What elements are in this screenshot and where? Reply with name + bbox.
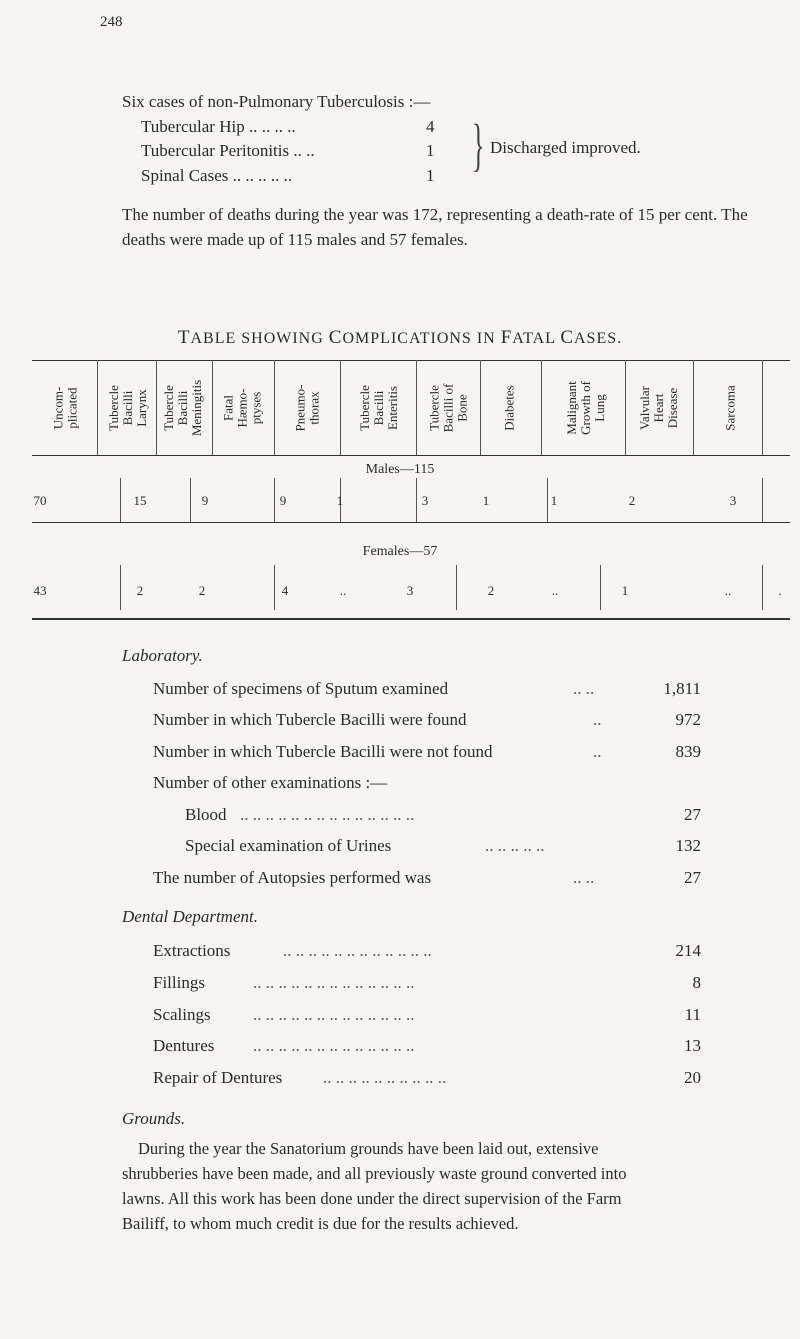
lab-other-row: Blood .. .. .. .. .. .. .. .. .. .. .. .. .. .. 27 — [185, 805, 701, 824]
dental-heading: Dental Department. — [122, 907, 258, 926]
case-row — [141, 166, 446, 186]
males-cell: 1 — [482, 493, 490, 508]
lab-row: Number in which Tubercle Bacilli were not found .. 839 — [153, 742, 701, 761]
males-cell: 2 — [628, 493, 636, 508]
column-header: Sarcoma — [722, 384, 738, 431]
case-label: Tubercular Peritonitis .. .. — [141, 141, 315, 160]
females-cell: 43 — [33, 583, 47, 598]
males-cell: 9 — [279, 493, 287, 508]
case-label: Tubercular Hip .. .. .. .. — [141, 117, 296, 136]
column-header: Tubercle Bacilli of Bone — [426, 383, 470, 432]
females-cell: 4 — [281, 583, 289, 598]
males-cell: 9 — [201, 493, 209, 508]
dental-row: Scalings .. .. .. .. .. .. .. .. .. .. .. .. .. 11 — [153, 1005, 701, 1024]
lab-autopsy-row: The number of Autopsies performed was .. .. 27 — [153, 868, 701, 887]
case-row — [141, 117, 446, 137]
males-cell: 3 — [421, 493, 429, 508]
column-header: Uncom- plicated — [50, 386, 80, 429]
column-header: Diabetes — [501, 384, 517, 431]
cases-outcome: Discharged improved. — [490, 138, 641, 157]
dental-row: Extractions .. .. .. .. .. .. .. .. .. .. .. .. 214 — [153, 941, 701, 960]
females-label: Females—57 — [362, 544, 438, 559]
lab-row: Number of specimens of Sputum examined .. .. 1,811 — [153, 679, 701, 698]
dental-row: Fillings .. .. .. .. .. .. .. .. .. .. .. .. .. 8 — [153, 973, 701, 992]
table-bottom-rule — [32, 618, 790, 620]
case-value: 1 — [426, 141, 435, 160]
females-cell: .. — [339, 583, 347, 598]
lab-other-row: Special examination of Urines .. .. .. .. .. 132 — [185, 836, 701, 855]
males-cell: 70 — [33, 493, 47, 508]
column-header: Tubercle Bacilli Larynx — [105, 384, 149, 431]
column-header: Pneumo- thorax — [292, 384, 322, 431]
laboratory-heading: Laboratory. — [122, 646, 203, 665]
grounds-paragraph: During the year the Sanatorium grounds have been laid out, extensive shrubberies have been made, and all previously waste ground converted into lawns. All this work has been done under the direct supervision of the Farm Bailiff, to whom much credit is due for the results achieved. — [122, 1139, 627, 1233]
case-row — [141, 141, 446, 161]
intro-line: Six cases of non-Pulmonary Tuberculosis :— — [122, 92, 431, 111]
males-cell: 1 — [550, 493, 558, 508]
females-cell: 1 — [621, 583, 629, 598]
column-header: Fatal Hæmo- ptyses — [220, 388, 264, 427]
column-header: Tubercle Bacilli Enteritis — [356, 384, 400, 431]
brace-symbol: } — [472, 112, 485, 177]
females-cell: 2 — [136, 583, 144, 598]
case-value: 1 — [426, 166, 435, 185]
table-mid-rule — [32, 522, 790, 523]
page-number: 248 — [100, 14, 123, 30]
females-cell: 2 — [487, 583, 495, 598]
column-header: Malignant Growth of Lung — [563, 380, 607, 435]
females-cell: . — [778, 583, 782, 598]
case-label: Spinal Cases .. .. .. .. .. — [141, 166, 293, 185]
females-cell: .. — [551, 583, 559, 598]
table-top-rule — [32, 360, 790, 361]
dental-row: Dentures .. .. .. .. .. .. .. .. .. .. .. .. .. 13 — [153, 1036, 701, 1055]
males-cell: 1 — [336, 493, 344, 508]
table-head-rule — [32, 455, 790, 456]
dental-row: Repair of Dentures .. .. .. .. .. .. .. .. .. .. 20 — [153, 1068, 701, 1087]
column-header: Tubercle Bacilli Meningitis — [161, 379, 205, 436]
table-title: TABLE SHOWING COMPLICATIONS IN FATAL CASES. — [177, 327, 623, 348]
males-cell: 3 — [729, 493, 737, 508]
deaths-text: The number of deaths during the year was 172, representing a death-rate of 15 per cent. The deaths were made up of 115 males and 57 females. — [122, 205, 748, 249]
males-cell: 15 — [133, 493, 147, 508]
deaths-paragraph — [122, 202, 772, 252]
case-value: 4 — [426, 117, 435, 136]
lab-other-label: Number of other examinations :— — [153, 773, 388, 792]
grounds-heading: Grounds. — [122, 1109, 186, 1128]
males-label: Males—115 — [365, 462, 435, 477]
females-cell: .. — [724, 583, 732, 598]
lab-row: Number in which Tubercle Bacilli were found .. 972 — [153, 710, 701, 729]
column-header: Valvular Heart Disease — [637, 385, 681, 430]
females-cell: 3 — [406, 583, 414, 598]
females-cell: 2 — [198, 583, 206, 598]
